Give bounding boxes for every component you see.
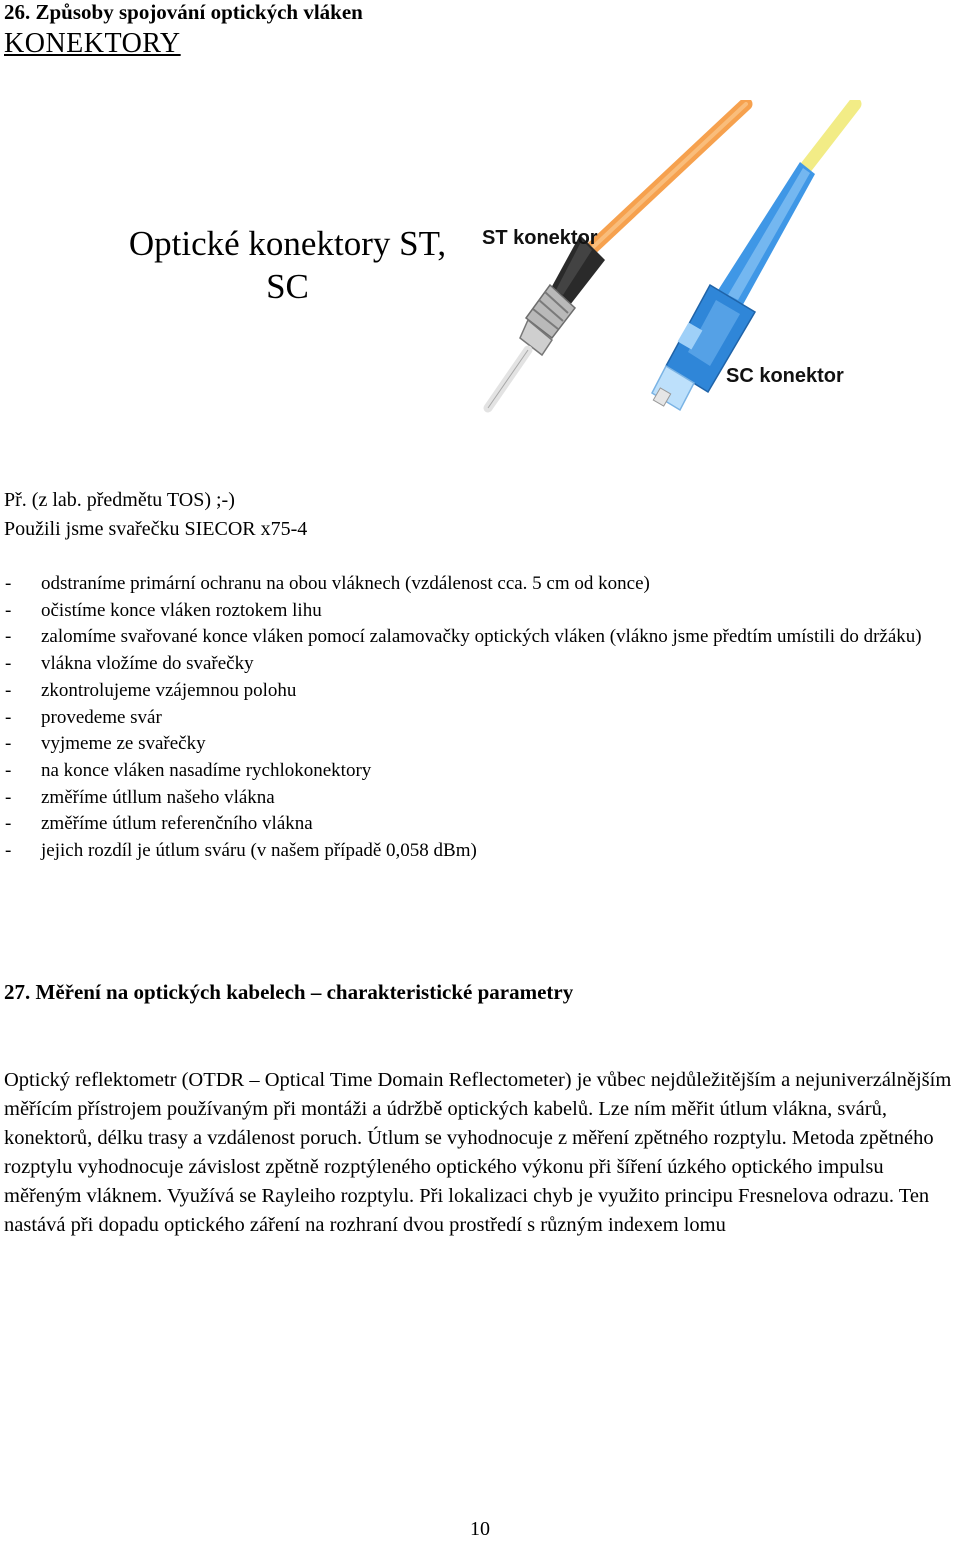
list-item <box>4 598 954 625</box>
step-text: na konce vláken nasadíme rychlokonektory <box>41 759 372 781</box>
figure-title-line1: Optické konektory ST, <box>128 224 447 263</box>
list-marker: - <box>5 840 12 862</box>
figure-title <box>100 222 475 308</box>
list-item <box>4 705 954 732</box>
section-26-subheading: KONEKTORY <box>4 28 181 59</box>
sc-yellow-cable <box>800 104 855 175</box>
figure-title-line2: SC <box>266 267 309 306</box>
connector-illustration <box>470 100 890 430</box>
list-item <box>4 624 954 651</box>
list-marker: - <box>5 786 12 808</box>
list-marker: - <box>5 599 12 621</box>
intro-line1: Př. (z lab. předmětu TOS) ;-) <box>4 489 235 511</box>
step-text: vyjmeme ze svařečky <box>41 733 206 755</box>
list-marker: - <box>5 653 12 675</box>
step-text: provedeme svár <box>41 706 162 728</box>
list-item <box>4 731 954 758</box>
section-26-heading: 26. Způsoby spojování optických vláken <box>4 0 363 24</box>
list-item <box>4 811 954 838</box>
step-text: změříme útlum referenčního vlákna <box>41 813 313 835</box>
list-item <box>4 651 954 678</box>
st-label: ST konektor <box>482 227 598 249</box>
step-text: zkontrolujeme vzájemnou polohu <box>41 679 297 701</box>
step-text: vlákna vložíme do svařečky <box>41 653 254 675</box>
page-number: 10 <box>470 1518 490 1540</box>
procedure-steps-list <box>4 571 954 865</box>
list-item <box>4 678 954 705</box>
list-marker: - <box>5 679 12 701</box>
intro-line2: Použili jsme svařečku SIECOR x75-4 <box>4 518 308 540</box>
step-text: očistíme konce vláken roztokem lihu <box>41 599 322 621</box>
list-marker: - <box>5 573 12 594</box>
list-item <box>4 785 954 812</box>
step-text: zalomíme svařované konce vláken pomocí zalamovačky optických vláken (vlákno jsme předtím umístili do držáku) <box>41 626 922 648</box>
step-text: jejich rozdíl je útlum sváru (v našem případě 0,058 dBm) <box>41 840 477 862</box>
sc-label: SC konektor <box>726 365 844 387</box>
list-item <box>4 571 954 598</box>
section-27-heading: 27. Měření na optických kabelech – charakteristické parametry <box>4 980 574 1004</box>
list-item <box>4 758 954 785</box>
intro-text <box>4 486 307 544</box>
list-marker: - <box>5 813 12 835</box>
list-marker: - <box>5 759 12 781</box>
list-marker: - <box>5 706 12 728</box>
list-item <box>4 838 954 865</box>
step-text: odstraníme primární ochranu na obou vláknech (vzdálenost cca. 5 cm od konce) <box>41 573 650 594</box>
list-marker: - <box>5 733 12 755</box>
step-text: změříme útllum našeho vlákna <box>41 786 275 808</box>
section-27-paragraph: Optický reflektometr (OTDR – Optical Time Domain Reflectometer) je vůbec nejdůležitějším a nejuniverzálnějším měřícím přístrojem používaným při montáži a údržbě optických kabelů. Lze ním měřit útlum vlákna, svárů, konektorů, délku trasy a vzdálenost poruch. Útlum se vyhodnocuje z měření zpětného rozptylu. Metoda zpětného rozptylu vyhodnocuje závislost zpětně rozptýleného optického výkonu při šíření úzkého optického impulsu měřeným vláknem. Využívá se Rayleiho rozptylu. Při lokalizaci chyb je využito principu Fresnelova odrazu. Ten nastává při dopadu optického záření na rozhraní dvou prostředí s různým indexem lomu <box>4 1069 952 1236</box>
list-marker: - <box>5 626 12 648</box>
